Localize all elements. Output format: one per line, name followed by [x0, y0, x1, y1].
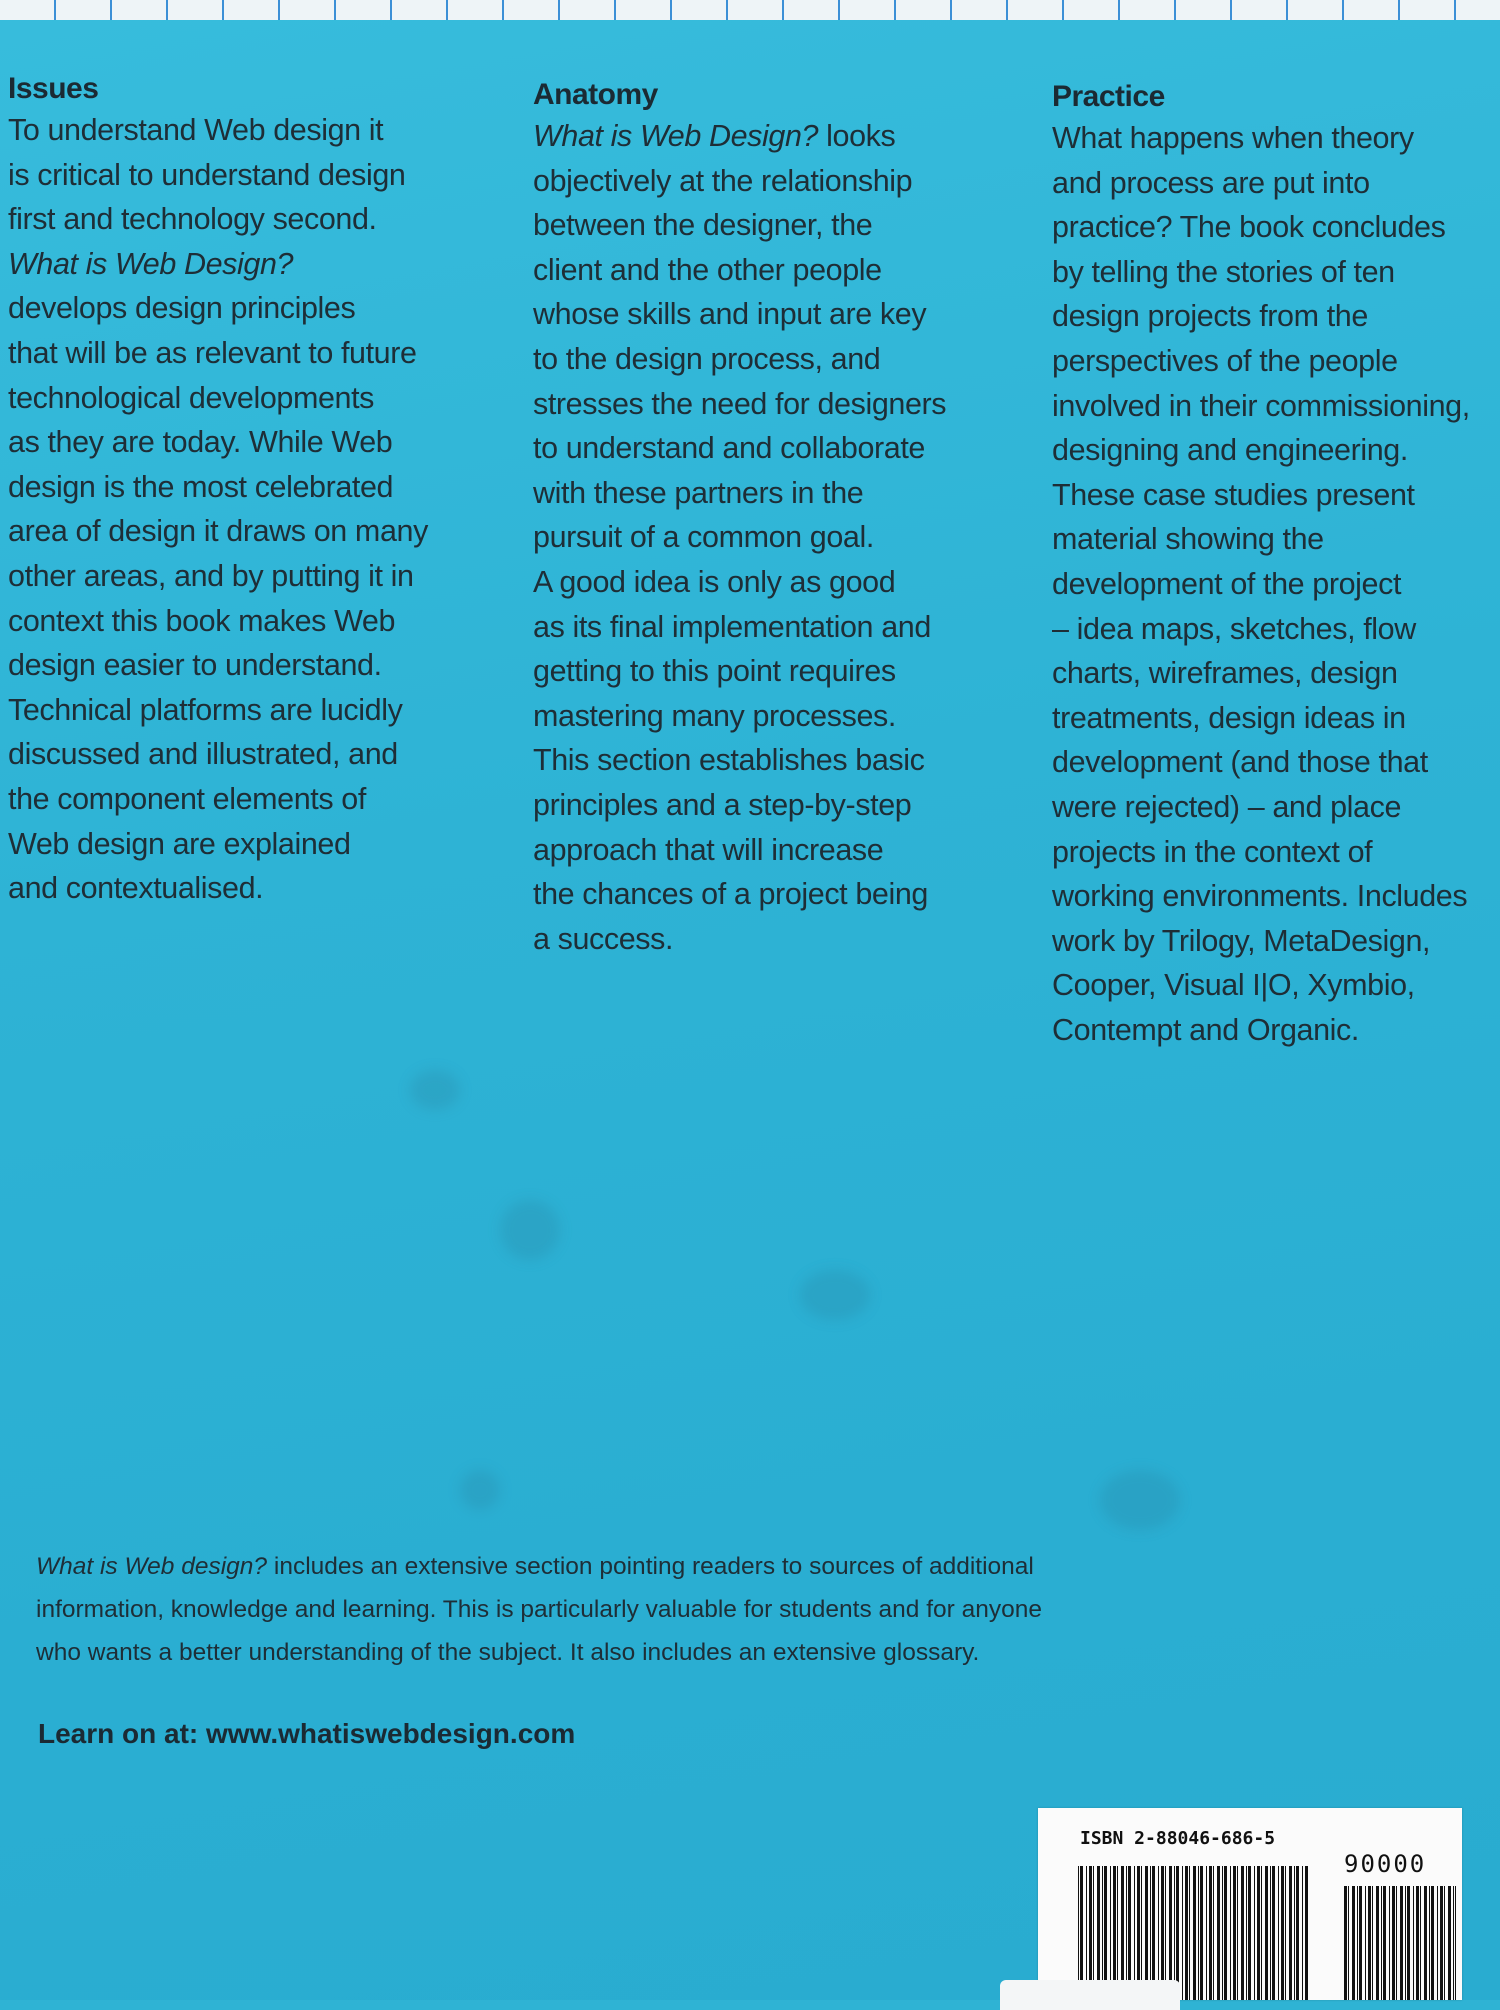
issues-text-rest: develops design principles that will be as relevant to future technological developments as they are today. While Web design is the most celebrated area of design it draws on many other areas, and by putting it in context this book makes Web design easier to understand. Technical platforms are lucidly discussed and illustrated, and the component elements of Web design are explained and contextualised.	[8, 291, 428, 906]
issues-body	[8, 108, 488, 911]
barcode-stripe	[1344, 1886, 1347, 2000]
barcode-stripe	[1368, 1886, 1371, 2000]
footer-text: includes an extensive section pointing readers to sources of additional information, knowledge and learning. This is particularly valuable for students and for anyone who wants a better understanding of the subject. It also includes an extensive glossary.	[36, 1553, 1042, 1666]
footer-book-title: What is Web design?	[36, 1553, 268, 1580]
barcode-stripe	[1381, 1886, 1382, 2000]
barcode-stripe	[1357, 1886, 1358, 2000]
barcode-stripe	[1453, 1886, 1454, 2000]
barcode-stripe	[1396, 1886, 1397, 2000]
addon-barcode-icon	[1344, 1886, 1456, 2000]
barcode-stripe	[1237, 1866, 1238, 2000]
isbn-number: ISBN 2-88046-686-5	[1080, 1828, 1276, 1849]
barcode-stripe	[1189, 1866, 1190, 2000]
price-sticker-edge	[1000, 1980, 1180, 2010]
barcode-stripe	[1440, 1886, 1443, 2000]
barcode-stripe	[1359, 1886, 1362, 2000]
anatomy-heading: Anatomy	[533, 78, 658, 111]
barcode-stripe	[1429, 1886, 1430, 2000]
issues-book-title: What is Web Design?	[8, 246, 294, 281]
barcode-stripe	[1233, 1866, 1236, 2000]
anatomy-book-title: What is Web Design?	[533, 119, 819, 153]
cover-stain	[1100, 1470, 1180, 1530]
barcode-stripe	[1217, 1866, 1220, 2000]
barcode-stripe	[1285, 1866, 1286, 2000]
footer-note	[36, 1545, 1256, 1674]
barcode-stripe	[1365, 1886, 1366, 2000]
barcode-stripe	[1372, 1886, 1373, 2000]
cover-stain	[460, 1470, 500, 1510]
price-code: 90000	[1344, 1850, 1427, 1878]
barcode-label	[1038, 1808, 1462, 2000]
barcode-stripe	[1431, 1886, 1434, 2000]
issues-column	[8, 72, 488, 911]
practice-column	[1052, 80, 1500, 1052]
barcode-stripe	[1246, 1866, 1247, 2000]
barcode-stripe	[1206, 1866, 1207, 2000]
barcode-stripe	[1281, 1866, 1284, 2000]
barcode-stripe	[1437, 1886, 1438, 2000]
barcode-stripe	[1209, 1866, 1212, 2000]
practice-text: What happens when theory and process are put into practice? The book concludes by telling the stories of ten design projects from the perspectives of the people involved in their commissioning, designing and engineering. These case studies present material showing the development of the project – idea maps, sketches, flow charts, wireframes, design treatments, design ideas in development (and those that were rejected) – and place projects in the context of working environments. Includes work by Trilogy, MetaDesign, Cooper, Visual I|O, Xymbio, Contempt and Organic.	[1052, 121, 1470, 1047]
barcode-stripe	[1455, 1886, 1456, 2000]
barcode-stripe	[1254, 1866, 1255, 2000]
barcode-stripe	[1270, 1866, 1271, 2000]
barcode-stripe	[1376, 1886, 1379, 2000]
anatomy-text: looks objectively at the relationship between the designer, the client and the other people whose skills and input are key to the design process, and stresses the need for designers to understand and collaborate with these partners in the pursuit of a common goal. A good idea is only as good as its final implementation and getting to this point requires mastering many processes. This section establishes basic principles and a step-by-step approach that will increase the chances of a project being a success.	[533, 119, 947, 956]
barcode-stripe	[1348, 1886, 1349, 2000]
barcode-stripe	[1405, 1886, 1406, 2000]
barcode-stripe	[1230, 1866, 1231, 2000]
barcode-stripe	[1278, 1866, 1279, 2000]
barcode-stripe	[1222, 1866, 1223, 2000]
barcode-stripe	[1389, 1886, 1390, 2000]
barcode-stripe	[1289, 1866, 1292, 2000]
barcode-stripe	[1182, 1866, 1183, 2000]
barcode-stripe	[1248, 1866, 1251, 2000]
barcode-stripe	[1265, 1866, 1268, 2000]
anatomy-column	[533, 78, 1013, 961]
learn-on-link-text: Learn on at: www.whatiswebdesign.com	[38, 1718, 576, 1749]
issues-text-intro: To understand Web design it is critical to understand design first and technology second.	[8, 113, 406, 237]
cover-stain	[800, 1270, 870, 1320]
barcode-stripe	[1420, 1886, 1421, 2000]
barcode-stripe	[1352, 1886, 1355, 2000]
barcode-stripe	[1213, 1866, 1214, 2000]
barcode-stripe	[1200, 1866, 1203, 2000]
barcode-stripe	[1302, 1866, 1303, 2000]
barcode-stripe	[1198, 1866, 1199, 2000]
barcode-stripe	[1261, 1866, 1262, 2000]
barcode-stripe	[1272, 1866, 1275, 2000]
barcode-stripe	[1224, 1866, 1227, 2000]
barcode-stripe	[1444, 1886, 1445, 2000]
barcode-stripe	[1392, 1886, 1395, 2000]
barcode-stripe	[1448, 1886, 1451, 2000]
barcode-stripe	[1424, 1886, 1427, 2000]
barcode-stripe	[1257, 1866, 1260, 2000]
barcode-stripe	[1241, 1866, 1244, 2000]
barcode-stripe	[1407, 1886, 1410, 2000]
barcode-stripe	[1413, 1886, 1414, 2000]
barcode-stripe	[1296, 1866, 1299, 2000]
cover-stain	[410, 1070, 460, 1110]
barcode-stripe	[1383, 1886, 1386, 2000]
issues-heading: Issues	[8, 72, 99, 105]
barcode-stripe	[1305, 1866, 1308, 2000]
barcode-stripe	[1400, 1886, 1403, 2000]
barcode-stripe	[1416, 1886, 1419, 2000]
barcode-stripe	[1193, 1866, 1196, 2000]
practice-body	[1052, 116, 1500, 1052]
barcode-stripe	[1185, 1866, 1188, 2000]
cover-stain	[500, 1200, 560, 1260]
barcode-stripe	[1294, 1866, 1295, 2000]
practice-heading: Practice	[1052, 80, 1165, 113]
anatomy-body	[533, 114, 1013, 961]
